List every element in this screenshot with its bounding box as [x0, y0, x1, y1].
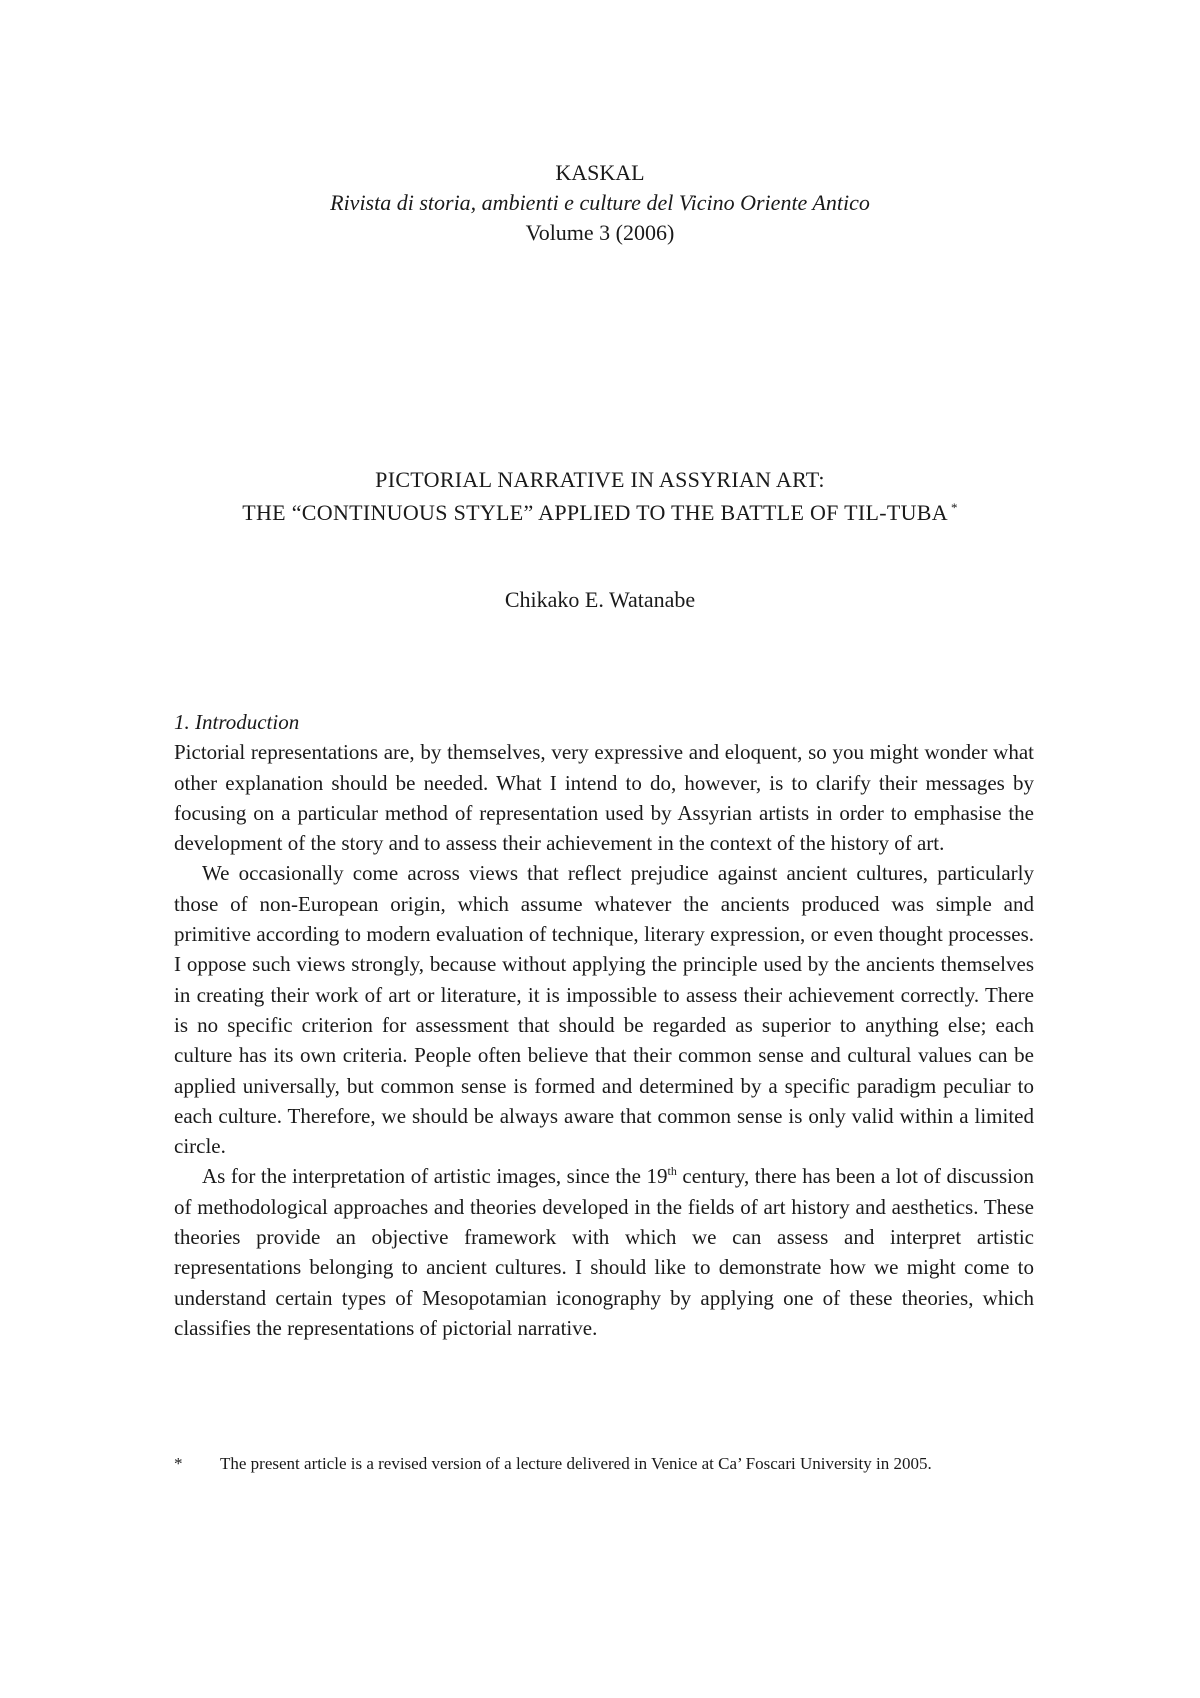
journal-name: KASKAL: [555, 160, 645, 185]
article-title-line-2: [0, 496, 1200, 529]
journal-subtitle: Rivista di storia, ambienti e culture del Vicino Oriente Antico: [330, 190, 870, 215]
title-footnote-marker: *: [950, 499, 958, 515]
article-title: [0, 463, 1200, 529]
article-title-line-1: PICTORIAL NARRATIVE IN ASSYRIAN ART:: [375, 467, 825, 492]
paragraph-3-part-1: As for the interpretation of artistic images, since the 19: [202, 1164, 668, 1189]
article-body: [174, 707, 1034, 1343]
ordinal-superscript: th: [667, 1164, 677, 1179]
paragraph-3-part-2: century, there has been a lot of discussion of methodological approaches and theories developed in the fields of art history and aesthetics. These theories provide an objective framework with which we can assess and interpret artistic representations belonging to ancient cultures. I should like to demonstrate how we might come to understand certain types of Mesopotamian iconography by applying one of these theories, which classifies the representations of pictorial narrative.: [174, 1164, 1034, 1340]
paragraph-1: Pictorial representations are, by themselves, very expressive and eloquent, so you might wonder what other explanation should be needed. What I intend to do, however, is to clarify their messages by focusing on a particular method of representation used by Assyrian artists in order to emphasise the development of the story and to assess their achievement in the context of the history of art.: [174, 740, 1034, 856]
paragraph-3: [174, 1161, 1034, 1343]
journal-header: [0, 158, 1200, 248]
footnote-text: The present article is a revised version of a lecture delivered in Venice at Ca’ Foscari University in 2005.: [220, 1454, 932, 1473]
footnote: [174, 1452, 1034, 1476]
article-title-line-2-text: THE “CONTINUOUS STYLE” APPLIED TO THE BATTLE OF TIL-TUBA: [242, 500, 948, 525]
paragraph-2: We occasionally come across views that reflect prejudice against ancient cultures, particularly those of non-European origin, which assume whatever the ancients produced was simple and primitive according to modern evaluation of technique, literary expression, or even thought processes. I oppose such views strongly, because without applying the principle used by the ancients themselves in creating their work of art or literature, it is impossible to assess their achievement correctly. There is no specific criterion for assessment that should be regarded as superior to anything else; each culture has its own criteria. People often believe that their common sense and cultural values can be applied universally, but common sense is formed and determined by a specific paradigm peculiar to each culture. Therefore, we should be always aware that common sense is only valid within a limited circle.: [174, 861, 1034, 1159]
author-name: Chikako E. Watanabe: [504, 587, 696, 612]
footnote-marker: *: [174, 1454, 183, 1473]
journal-volume: Volume 3 (2006): [525, 220, 675, 245]
section-heading: 1. Introduction: [174, 710, 300, 734]
